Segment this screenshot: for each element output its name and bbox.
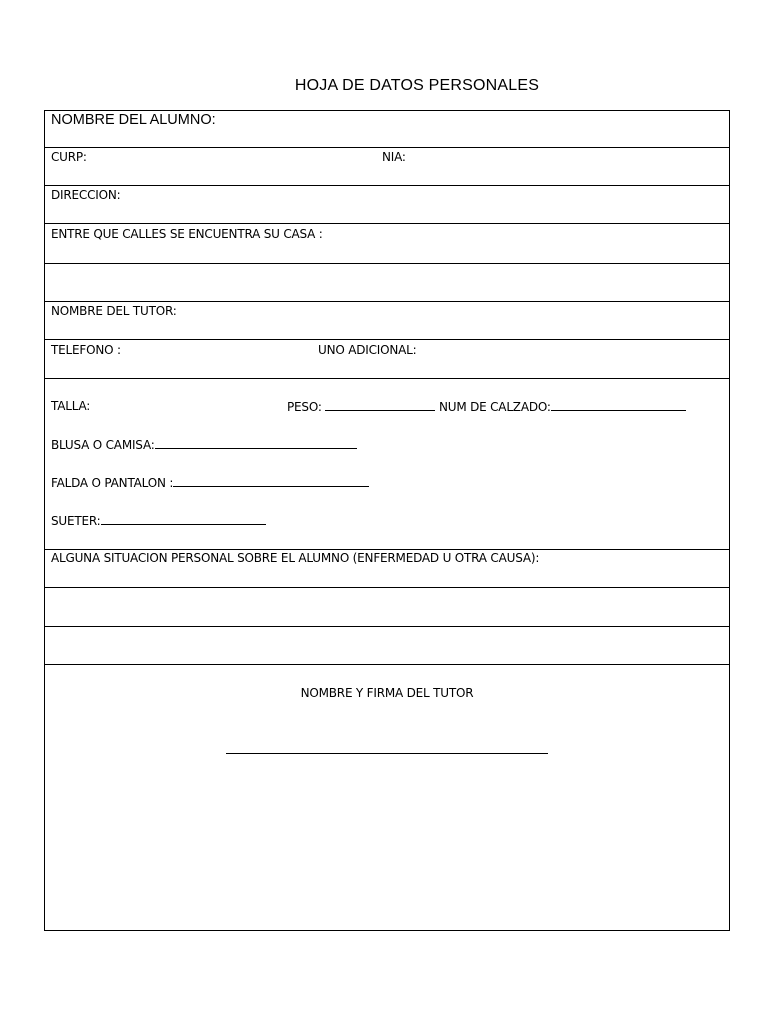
blouse-shirt-label: BLUSA O CAMISA: [51,438,155,452]
size-label: TALLA: [51,399,91,413]
divider [45,185,729,186]
shoe-size-label: NUM DE CALZADO: [438,400,551,414]
weight-blank [325,399,435,411]
divider [45,549,729,550]
sweater-field [51,513,266,528]
personal-data-form [44,110,730,931]
divider [45,664,729,665]
blouse-shirt-blank [155,437,357,449]
divider [45,626,729,627]
curp-label: CURP: [51,150,87,164]
tutor-name-label: NOMBRE DEL TUTOR: [51,304,177,318]
divider [45,301,729,302]
address-label: DIRECCION: [51,188,121,202]
weight-label: PESO: [287,400,322,414]
divider [45,147,729,148]
divider [45,378,729,379]
blouse-shirt-field [51,437,357,452]
skirt-pants-blank [173,475,369,487]
divider [45,223,729,224]
nia-label: NIA: [382,150,406,164]
divider [45,339,729,340]
phone-label: TELEFONO : [51,343,121,357]
student-name-label: NOMBRE DEL ALUMNO: [51,112,216,128]
cross-streets-label: ENTRE QUE CALLES SE ENCUENTRA SU CASA : [51,227,323,241]
sweater-blank [101,513,266,525]
shoe-size-blank [551,399,686,411]
signature-line [226,753,548,754]
personal-situation-label: ALGUNA SITUACION PERSONAL SOBRE EL ALUMNO (ENFERMEDAD U OTRA CAUSA): [51,551,540,565]
skirt-pants-field [51,475,369,490]
page-title: HOJA DE DATOS PERSONALES [294,77,540,94]
additional-phone-label: UNO ADICIONAL: [318,343,417,357]
divider [45,263,729,264]
skirt-pants-label: FALDA O PANTALON : [51,476,174,490]
weight-field [287,399,686,414]
sweater-label: SUETER: [51,514,101,528]
tutor-signature-label: NOMBRE Y FIRMA DEL TUTOR [300,686,474,700]
divider [45,587,729,588]
